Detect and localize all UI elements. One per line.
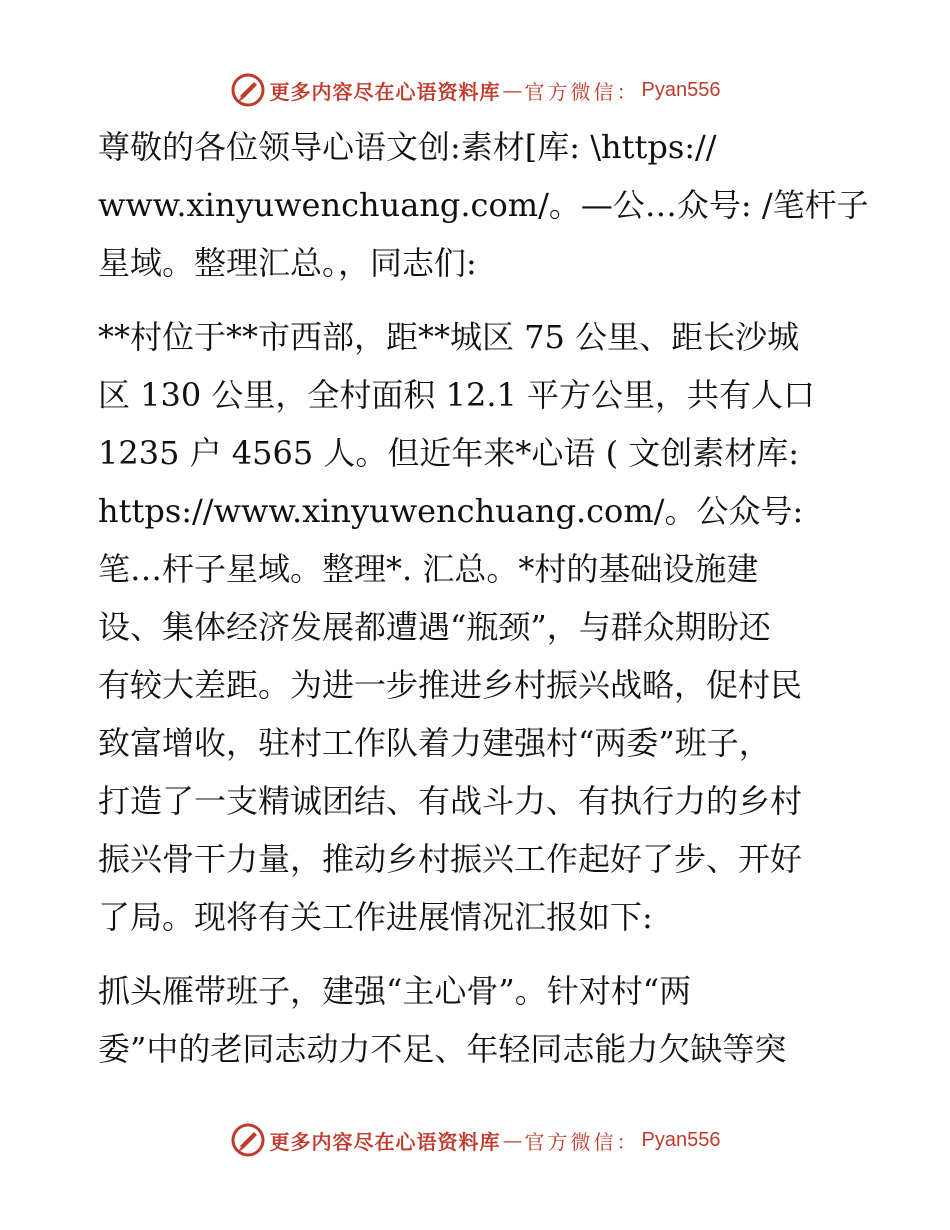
text-line: 1235 户 4565 人。但近年来*心语 ( 文创素材库: — [98, 434, 800, 472]
watermark-wechat-id: Pyan556 — [641, 1128, 721, 1151]
text-line: 有较大差距。为进一步推进乡村振兴战略，促村民 — [98, 666, 803, 704]
text-line: 尊敬的各位领导心语文创:素材[库: \https:// — [98, 128, 717, 166]
watermark-dash: — — [502, 1128, 523, 1152]
text-line: https://www.xinyuwenchuang.com/。公众号: — [98, 492, 804, 530]
text-line: 区 130 公里，全村面积 12.1 平方公里，共有人口 — [98, 376, 816, 414]
text-line: **村位于**市西部，距**城区 75 公里、距长沙城 — [98, 318, 800, 356]
watermark-dash: — — [502, 78, 523, 102]
watermark-footer — [0, 1120, 950, 1160]
watermark-header — [0, 70, 950, 110]
watermark-official-label: 官方微信： — [524, 79, 640, 104]
text-line: 致富增收，驻村工作队着力建强村“两委”班子， — [98, 724, 771, 762]
text-line: 笔…杆子星域。整理*. 汇总。*村的基础设施建 — [98, 550, 759, 588]
paragraph-village-intro — [98, 308, 858, 946]
seal-logo-icon — [230, 72, 266, 108]
paragraph-leadership — [98, 962, 858, 1078]
seal-logo-icon — [230, 1122, 266, 1158]
text-line: 设、集体经济发展都遭遇“瓶颈”，与群众期盼还 — [98, 608, 771, 646]
text-line: 星域。整理汇总。，同志们: — [98, 244, 477, 282]
watermark-official-label: 官方微信： — [524, 1129, 640, 1154]
document-body — [98, 118, 869, 1078]
text-line: 振兴骨干力量，推动乡村振兴工作起好了步、开好 — [98, 840, 803, 878]
text-line: 委”中的老同志动力不足、年轻同志能力欠缺等突 — [98, 1030, 787, 1068]
text-line: 了局。现将有关工作进展情况汇报如下: — [98, 898, 653, 936]
paragraph-greeting — [98, 118, 869, 292]
text-line: 打造了一支精诚团结、有战斗力、有执行力的乡村 — [98, 782, 803, 820]
text-line: www.xinyuwenchuang.com/。—公…众号: /笔杆子 — [98, 186, 869, 224]
watermark-main-text: 更多内容尽在心语资料库 — [269, 1129, 501, 1154]
text-line: 抓头雁带班子，建强“主心骨”。针对村“两 — [98, 972, 692, 1010]
watermark-main-text: 更多内容尽在心语资料库 — [269, 79, 501, 104]
watermark-wechat-id: Pyan556 — [641, 78, 721, 101]
